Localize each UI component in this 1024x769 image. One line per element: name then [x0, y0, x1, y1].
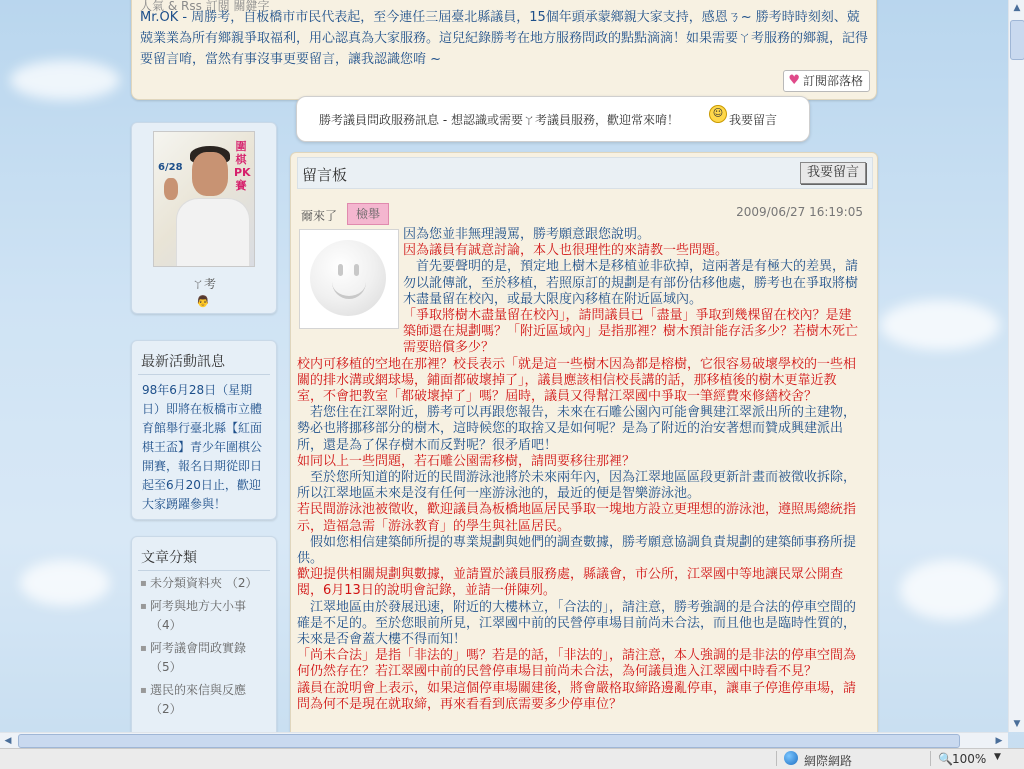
message-meta	[301, 203, 865, 225]
avatar-date: 6/28	[158, 162, 183, 173]
category-list	[140, 574, 272, 723]
zoom-icon[interactable]: 🔍	[938, 752, 953, 766]
divider	[930, 751, 931, 766]
scroll-down-icon[interactable]: ▼	[1013, 719, 1021, 729]
avatar[interactable]	[153, 131, 255, 267]
profile-card	[131, 122, 277, 314]
vertical-scrollbar[interactable]	[1008, 0, 1024, 732]
question-line: 「尚未合法」是指「非法的」嗎？若是的話，「非法的」，請注意，本人強調的是非法的停車空間為何仍然存在？若江翠國中前的民營停車場目前尚未合法，為何議員進入江翠國中時看不見？	[297, 648, 857, 680]
post-message-button[interactable]: 我要留言	[800, 162, 866, 184]
security-zone: 網際網路	[804, 754, 853, 768]
avatar-face	[192, 152, 228, 196]
subscribe-blog-button[interactable]	[783, 70, 870, 92]
scroll-left-icon[interactable]: ◀	[4, 736, 12, 746]
announcement-text: 勝考議員問政服務訊息 - 想認識或需要ㄚ考議員服務，歡迎常來唷！	[319, 113, 679, 127]
message-timestamp: 2009/06/27 16:19:05	[736, 205, 863, 219]
categories-panel	[131, 536, 277, 732]
question-line: 因為議員有誠意討論，本人也很理性的來請教一些問題。	[403, 243, 729, 259]
reply-line: 首先要聲明的是，預定地上樹木是移植並非砍掉，這兩著是有極大的差異，請勿以訛傳訛，至於移植，若照原訂的規劃是有部份估移他處，勝考也在爭取將樹木盡量留在校內，或最大限度內移植在附近區域內。	[403, 259, 859, 307]
category-item[interactable]: ▪ 阿考議會問政實錄 （5）	[140, 639, 272, 677]
message-author: 爾來了	[301, 209, 338, 223]
subscribe-blog-label: 訂閱部落格	[802, 74, 863, 88]
cloud-decoration	[20, 560, 110, 606]
chevron-down-icon[interactable]: ▼	[994, 752, 1001, 762]
avatar-hand	[164, 178, 178, 200]
category-item[interactable]: ▪ 選民的來信與反應 （2）	[140, 681, 272, 719]
events-title: 最新活動訊息	[141, 354, 225, 370]
reply-line: 假如您相信建築師所提的專業規劃與她們的調查數據，勝考願意協調負責規劃的建築師事務所提供。	[297, 534, 857, 567]
globe-icon	[784, 751, 798, 765]
divider	[138, 374, 270, 375]
scroll-up-icon[interactable]: ▲	[1013, 3, 1021, 13]
message-board	[290, 152, 878, 732]
announcement-bubble	[296, 96, 810, 142]
blog-intro-box	[131, 0, 877, 100]
profile-name[interactable]: ㄚ考	[191, 277, 216, 291]
board-title: 留言板	[302, 166, 348, 184]
question-line: 如同以上一些問題，若石雕公園需移樹，請問要移往那裡？	[297, 453, 636, 469]
scroll-right-icon[interactable]: ▶	[995, 736, 1003, 746]
report-button[interactable]: 檢舉	[347, 203, 389, 225]
scrollbar-thumb[interactable]	[18, 734, 960, 748]
divider	[776, 751, 777, 766]
reply-line: 因為您並非無理謾罵，勝考願意跟您說明。	[403, 227, 651, 242]
intro-cut-text: 人氣 & Rss 訂閱 關鍵字	[140, 0, 270, 13]
smiley-icon: ☺	[709, 105, 727, 123]
question-line: 「爭取將樹木盡量留在校內」，請問議員已「盡量」爭取到幾棵留在校內？是建築師還在規劃嗎？「附近區域內」是指那裡？樹木預計能存活多少？若樹木死亡需要賠償多少？	[403, 308, 859, 356]
horizontal-scrollbar[interactable]	[0, 732, 1008, 749]
board-header	[297, 157, 873, 189]
divider	[138, 570, 270, 571]
question-line: 歡迎提供相關規劃與數據，並請置於議員服務處，縣議會，市公所，江翠國中等地讓民眾公開查閱，6月13日的說明會記錄，並請一併陳列。	[297, 567, 844, 599]
cloud-decoration	[880, 300, 1000, 350]
reply-line: 若您住在江翠附近，勝考可以再跟您報告，未來在石雕公園內可能會興建江翠派出所的主建物，勢必也將挪移部分的樹木，這時候您的取捨又是如何呢？是為了附近的治安著想而贊成興建派出所，還是為了保存樹木而反對呢？很矛盾吧！	[297, 405, 857, 453]
cloud-decoration	[10, 60, 120, 100]
blog-description: Mr.OK - 周勝考，自板橋市市民代表起，至今連任三屆臺北縣議員，15個年頭承蒙鄉親大家支持，感恩ㄋ~ 勝考時時刻刻、兢兢業業為所有鄉親爭取福利，用心認真為大家服務。這兒紀錄勝考在地方服務問政的點點滴滴！如果需要ㄚ考服務的鄉親，記得要留言唷，當然有事沒事更要留言，讓我認識您唷 ~	[140, 10, 869, 67]
reply-line: 江翠地區由於發展迅速，附近的大樓林立，「合法的」，請注意，勝考強調的是合法的停車空間的確是不足的。至於您眼前所見，江翠國中前的民營停車場目前尚未合法，而且他也是臨時性質的，未來是否會蓋大樓不得而知！	[297, 599, 857, 648]
message-content	[297, 227, 861, 713]
avatar-body	[176, 198, 250, 267]
heart-icon: ♥	[788, 73, 800, 88]
scrollbar-thumb[interactable]	[1010, 20, 1024, 60]
question-line: 若民間游泳池被徵收，歡迎議員為板橋地區居民爭取一塊地方設立更理想的游泳池，遵照馬總統指示，造福急需「游泳教育」的學生與社區居民。	[297, 502, 857, 534]
status-bar	[0, 748, 1024, 769]
leave-message-link[interactable]: 我要留言	[729, 113, 778, 127]
question-line: 校内可移植的空地在那裡？校長表示「就是這一些樹木因為都是榕樹，它很容易破壞學校的一些相關的排水溝或網球場，鋪面都破壞掉了」，議員應該相信校長講的話，那移植後的樹木更靠近教室，不會把教室「都破壞掉了」嗎？屆時，議員又得幫江翠國中爭取一筆經費來修繕校舍？	[297, 356, 857, 405]
user-icon: 👨	[196, 295, 210, 308]
events-text[interactable]: 98年6月28日（星期日）即將在板橋市立體育館舉行臺北縣【紅面棋王盃】青少年圍棋公開賽，報名日期從即日起至6月20日止，歡迎大家踴躍參與！	[142, 383, 263, 511]
latest-events-panel	[131, 340, 277, 520]
question-line: 議員在說明會上表示，如果這個停車場關建後，將會嚴格取締路邊亂停車，讓車子停進停車場，請問為何不是現在就取締，再來看看到底需要多少停車位？	[297, 680, 857, 712]
categories-title: 文章分類	[141, 550, 197, 566]
cloud-decoration	[900, 560, 1000, 620]
zoom-level[interactable]: 100%	[952, 752, 987, 766]
category-item[interactable]: ▪ 未分類資料夾 （2）	[140, 574, 272, 593]
category-item[interactable]: ▪ 阿考與地方大小事 （4）	[140, 597, 272, 635]
avatar-tag: 圍棋PK賽	[234, 140, 251, 192]
reply-line: 至於您所知道的附近的民間游泳池將於未來兩年內，因為江翠地區區段更新計畫而被徵收拆除，所以江翠地區未來是沒有任何一座游泳池的，最近的便是智樂游泳池。	[297, 470, 857, 502]
